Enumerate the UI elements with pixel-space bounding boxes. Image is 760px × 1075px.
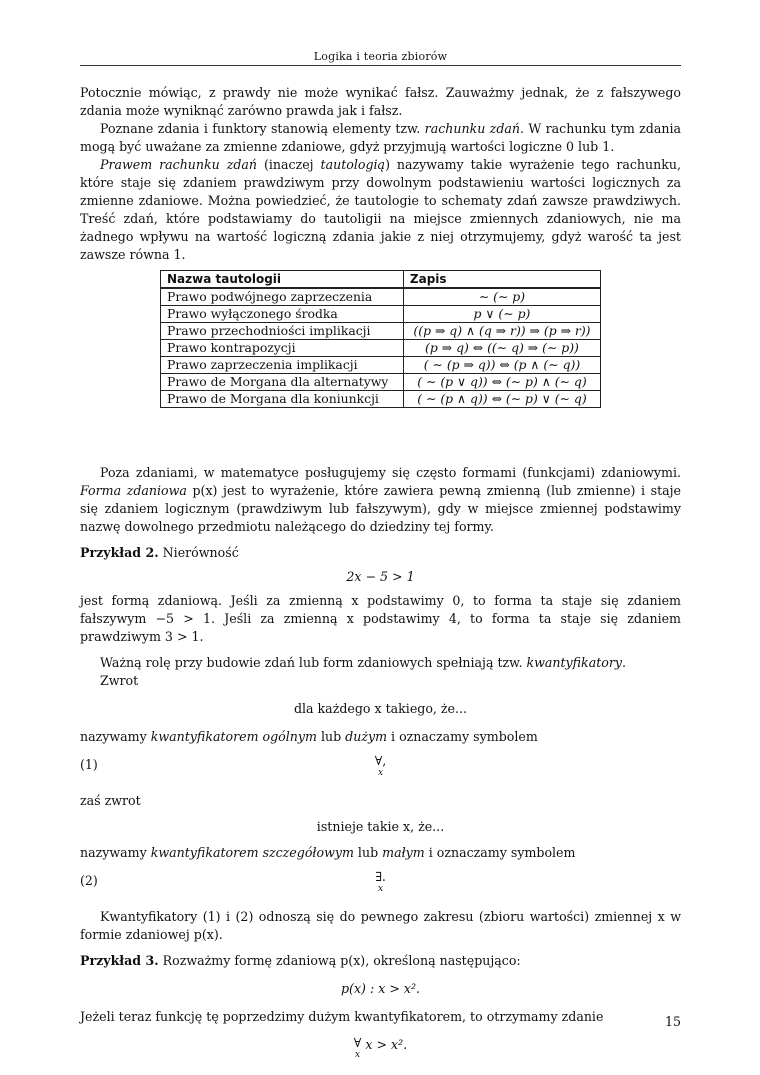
equation-2-number: (2) (80, 873, 98, 888)
law-name: Prawo kontrapozycji (161, 340, 404, 357)
paragraph-3: Prawem rachunku zdań (inaczej tautologią) nazywamy takie wyrażenie tego rachunku, które staje się zdaniem prawdziwym przy dowolnym podstawieniu wartości logicznych za zmienne zdaniowe. Można powiedzieć, że tautologie to schematy zdań zawsze prawdziwych. Treść zdań, które podstawiamy do tautoligii na miejsce zmiennych zdaniowych, nie ma żadnego wpływu na wartość logiczną zdania jakie z niej otrzymujemy, gdyż warość ta jest zawsze równa 1. (80, 157, 681, 262)
tautology-table (160, 270, 601, 408)
example-3-quantified: ∀ x x > x². (353, 1035, 408, 1060)
table-row (161, 323, 601, 340)
equation-1-number: (1) (80, 757, 98, 772)
table-row (161, 357, 601, 374)
table-row (161, 374, 601, 391)
table-row (161, 391, 601, 408)
table-row (161, 306, 601, 323)
law-formula: p ∨ (∼ p) (403, 306, 600, 323)
law-name: Prawo de Morgana dla koniunkcji (161, 391, 404, 408)
example-2: Przykład 2. Nierówność (80, 545, 239, 560)
header-rule (80, 65, 681, 66)
display-phrase-2: istnieje takie x, że... (316, 819, 445, 834)
paragraph-7: nazywamy kwantyfikatorem ogólnym lub dużym i oznaczamy symbolem (80, 729, 538, 744)
paragraph-5: Ważną rolę przy budowie zdań lub form zdaniowych spełniają tzw. kwantyfikatory. (100, 655, 626, 670)
law-formula: ( ∼ (p ∨ q)) ⇔ (∼ p) ∧ (∼ q) (403, 374, 600, 391)
existential-quantifier-icon: ∃. x (375, 869, 386, 894)
table-row (161, 288, 601, 306)
law-name: Prawo przechodniości implikacji (161, 323, 404, 340)
paragraph-10: Kwantyfikatory (1) i (2) odnoszą się do pewnego zakresu (zbioru wartości) zmiennej x w formie zdaniowej p(x). (80, 909, 681, 942)
paragraph-6: Zwrot (100, 673, 139, 688)
main-content (80, 84, 681, 1070)
spacer (80, 408, 681, 464)
universal-quantifier-icon: ∀ x (353, 1035, 362, 1060)
example-2-label: Przykład 2. (80, 545, 159, 560)
table-row (161, 340, 601, 357)
table-header-formula: Zapis (403, 271, 600, 289)
equation-2 (80, 870, 681, 900)
law-formula: ( ∼ (p ⇒ q)) ⇔ (p ∧ (∼ q)) (403, 357, 600, 374)
law-name: Prawo de Morgana dla alternatywy (161, 374, 404, 391)
paragraph-1: Potocznie mówiąc, z prawdy nie może wynikać fałsz. Zauważmy jednak, że z fałszywego zdania może wyniknąć zarówno prawda jak i fałsz. (80, 85, 681, 118)
paragraph-4: Poza zdaniami, w matematyce posługujemy się często formami (funkcjami) zdaniowymi. Forma zdaniowa p(x) jest to wyrażenie, które zawiera pewną zmienną (lub zmienne) i staje się zdaniem logicznym (prawdziwym lub fałszywym), gdy w miejsce zmiennej podstawimy nazwę dowolnego przedmiotu należącego do dziedziny tej formy. (80, 465, 682, 534)
page-number: 15 (664, 1014, 681, 1029)
display-phrase-1: dla każdego x takiego, że... (293, 701, 468, 716)
equation-1 (80, 754, 681, 784)
paragraph-2: Poznane zdania i funktory stanowią elementy tzw. rachunku zdań. W rachunku tym zdania mogą być uważane za zmienne zdaniowe, gdyż przyjmują wartości logiczne 0 lub 1. (80, 121, 681, 154)
law-name: Prawo zaprzeczenia implikacji (161, 357, 404, 374)
law-formula: ∼ (∼ p) (403, 288, 600, 306)
law-name: Prawo wyłączonego środka (161, 306, 404, 323)
paragraph-11: Jeżeli teraz funkcję tę poprzedzimy dużym kwantyfikatorem, to otrzymamy zdanie (80, 1009, 604, 1024)
example-3-formula: p(x) : x > x². (340, 981, 421, 996)
table-header-row (161, 271, 601, 289)
law-formula: ((p ⇒ q) ∧ (q ⇒ r)) ⇒ (p ⇒ r)) (403, 323, 600, 340)
paragraph-8: zaś zwrot (80, 793, 141, 808)
example-3: Przykład 3. Rozważmy formę zdaniową p(x), określoną następująco: (80, 953, 521, 968)
example-2-formula: 2x − 5 > 1 (346, 569, 415, 584)
running-header: Logika i teoria zbiorów (313, 50, 448, 63)
universal-quantifier-icon: ∀, x (374, 753, 387, 778)
law-formula: (p ⇒ q) ⇔ ((∼ q) ⇒ (∼ p)) (403, 340, 600, 357)
example-2-explanation: jest formą zdaniową. Jeśli za zmienną x podstawimy 0, to forma ta staje się zdaniem fałszywym −5 > 1. Jeśli za zmienną x podstawimy 4, to forma ta staje się zdaniem prawdziwym 3 > 1. (80, 593, 681, 644)
example-3-label: Przykład 3. (80, 953, 159, 968)
law-formula: ( ∼ (p ∧ q)) ⇔ (∼ p) ∨ (∼ q) (403, 391, 600, 408)
law-name: Prawo podwójnego zaprzeczenia (161, 288, 404, 306)
paragraph-9: nazywamy kwantyfikatorem szczegółowym lub małym i oznaczamy symbolem (80, 845, 576, 860)
table-header-name: Nazwa tautologii (161, 271, 404, 289)
